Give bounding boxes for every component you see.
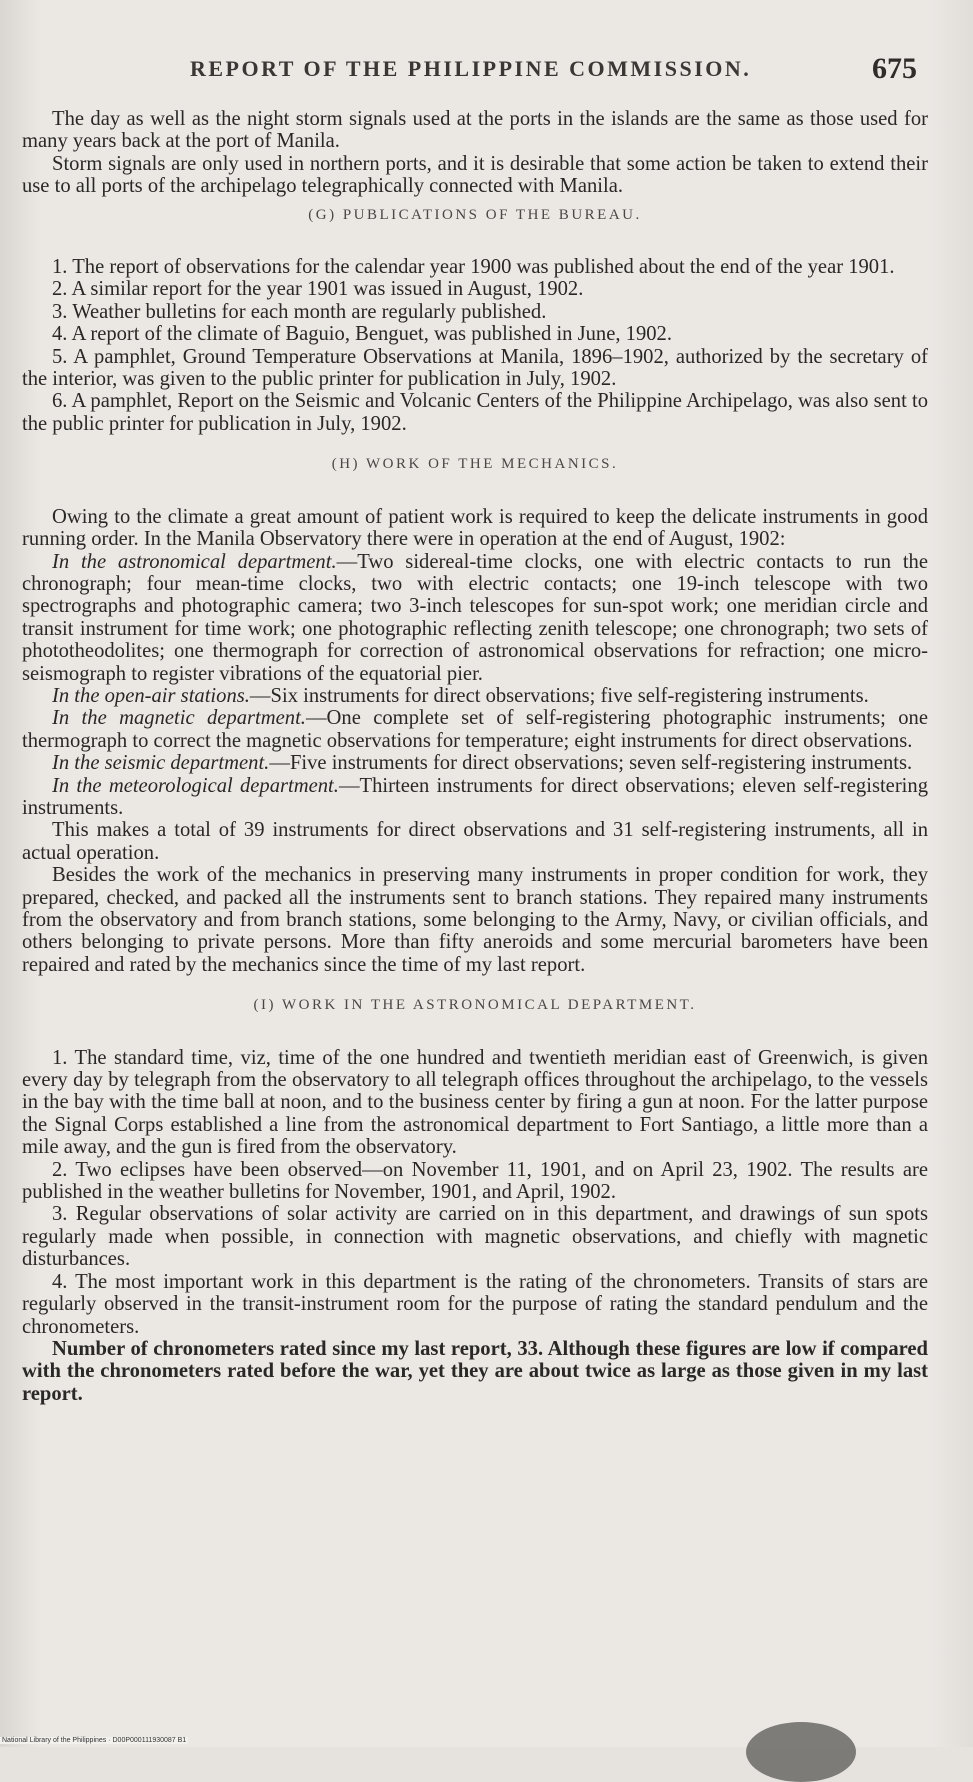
page-corner-shadow — [746, 1722, 856, 1782]
section-h-heading: (H) WORK OF THE MECHANICS. — [331, 456, 619, 473]
department-paragraph — [22, 551, 928, 685]
astronomical-item: 1. The standard time, viz, time of the one hundred and twentieth meridian east of Greenwich, is given every day by telegraph from the observatory to all telegraph offices throughout the archipelago, to the vessels in the bay with the time ball at noon, and to the business center by firing a gun at noon. For the latter purpose the Signal Corps established a line from the astronomical department to Fort Santiago, a little more than a mile away, and the gun is fired from the observatory. — [22, 1046, 928, 1159]
department-paragraph — [22, 707, 928, 752]
department-text: —Two sidereal-time clocks, one with electric contacts to run the chronograph; four mean-time clocks, two with electric contacts; one 19-inch telescope with two spectrographs and photographic camera; two 3-inch telescopes for sun-spot work; one meridian circle and transit instrument for time work; one photographic reflecting zenith telescope; one chronograph; two sets of phototheodolites; one thermograph for correction of astronomical observations for refraction; one micro-seismograph to register vibrations of the equatorial pier. — [22, 550, 928, 685]
department-paragraph — [22, 752, 928, 774]
page-number: 675 — [872, 52, 917, 85]
department-name: In the magnetic department. — [52, 707, 306, 730]
report-title: REPORT OF THE PHILIPPINE COMMISSION. — [190, 56, 752, 81]
publication-item: 3. Weather bulletins for each month are regularly published. — [52, 300, 547, 323]
department-name: In the seismic department. — [52, 752, 270, 775]
department-name: In the open-air stations. — [52, 684, 250, 707]
department-name: In the astronomical department. — [52, 550, 337, 573]
intro-paragraph-2: Storm signals are only used in northern ports, and it is desirable that some action be taken to extend their use to all ports of the archipelago telegraphically connected with Manila. — [22, 152, 928, 198]
publication-item: 6. A pamphlet, Report on the Seismic and Volcanic Centers of the Philippine Archipelago, was also sent to the public printer for publication in July, 1902. — [22, 390, 928, 435]
astronomical-item: 4. The most important work in this department is the rating of the chronometers. Transits of stars are regularly observed in the transit-instrument room for the purpose of rating the standard pendulum and the chronometers. — [22, 1270, 928, 1338]
section-g-heading: (G) PUBLICATIONS OF THE BUREAU. — [308, 206, 642, 223]
astronomical-item: 3. Regular observations of solar activity are carried on in this department, and drawings of sun spots regularly made when possible, in connection with magnetic observations, and chiefly with magnetic disturbances. — [22, 1203, 928, 1271]
department-text: —Thirteen instruments for direct observations; eleven self-registering instruments. — [22, 774, 928, 819]
department-paragraph — [22, 775, 928, 820]
astronomical-item: Number of chronometers rated since my last report, 33. Although these figures are low if compared with the chronometers rated before the war, yet they are about twice as large as those given in my last report. — [22, 1337, 928, 1405]
page-body — [22, 108, 928, 1405]
intro-paragraph-1: The day as well as the night storm signals used at the ports in the islands are the same as those used for many years back at the port of Manila. — [22, 108, 928, 153]
astronomical-item: 2. Two eclipses have been observed—on November 11, 1901, and on April 23, 1902. The results are published in the weather bulletins for November, 1901, and April, 1902. — [22, 1158, 928, 1204]
department-text: —One complete set of self-registering photographic instruments; one thermograph to correct the magnetic observations for temperature; eight instruments for direct observations. — [22, 707, 928, 752]
running-header — [0, 52, 973, 92]
department-name: In the meteorological department. — [52, 774, 339, 797]
instrument-total: This makes a total of 39 instruments for direct observations and 31 self-registering instruments, all in actual operation. — [22, 819, 928, 864]
department-text: —Five instruments for direct observations; seven self-registering instruments. — [269, 752, 913, 775]
publication-item: 2. A similar report for the year 1901 was issued in August, 1902. — [52, 278, 584, 301]
department-text: —Six instruments for direct observations; five self-registering instruments. — [249, 684, 869, 707]
scan-credit: National Library of the Philippines · D00P000111930087 B1 — [2, 1737, 187, 1744]
publication-item: 4. A report of the climate of Baguio, Benguet, was published in June, 1902. — [52, 323, 672, 346]
section-i-heading: (I) WORK IN THE ASTRONOMICAL DEPARTMENT. — [253, 997, 697, 1014]
department-paragraph — [22, 685, 928, 707]
mechanics-intro: Owing to the climate a great amount of patient work is required to keep the delicate instruments in good running order. In the Manila Observatory there were in operation at the end of August, 1902: — [22, 505, 928, 551]
mechanics-besides: Besides the work of the mechanics in preserving many instruments in proper condition for work, they prepared, checked, and packed all the instruments sent to branch stations. They repaired many instruments from the observatory and from branch stations, some belonging to the Army, Navy, or civilian officials, and others belonging to private persons. More than fifty aneroids and some mercurial barometers have been repaired and rated by the mechanics since the time of my last report. — [22, 864, 928, 976]
publication-item: 5. A pamphlet, Ground Temperature Observations at Manila, 1896–1902, authorized by the secretary of the interior, was given to the public printer for publication in July, 1902. — [22, 345, 928, 391]
publication-item: 1. The report of observations for the calendar year 1900 was published about the end of the year 1901. — [52, 256, 895, 279]
